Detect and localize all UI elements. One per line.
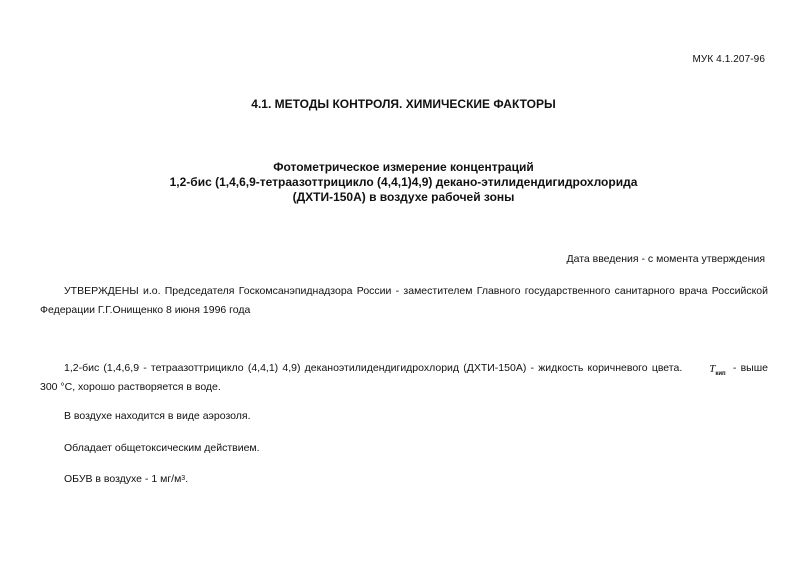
aerosol-paragraph: В воздухе находится в виде аэрозоля. [64,410,251,422]
document-title [0,160,807,205]
boiling-point-letter: T [709,363,716,375]
obuv-end: . [185,473,189,485]
title-line-1: Фотометрическое измерение концентраций [273,160,534,174]
approval-text: и.о. Председателя Госкомсанэпиднадзора России - заместителем Главного государственного санитарного врача Российской Федерации Г.Г.Онищенко 8 июня 1996 года [40,285,768,316]
section-title: 4.1. МЕТОДЫ КОНТРОЛЯ. ХИМИЧЕСКИЕ ФАКТОРЫ [251,97,556,111]
document-code: МУК 4.1.207-96 [692,54,765,65]
title-line-2: 1,2-бис (1,4,6,9-тетраазоттрицикло (4,4,1)4,9) декано-этилидендигидрохлорида [169,175,638,189]
boiling-point-symbol [685,364,725,376]
toxicity-paragraph: Обладает общетоксическим действием. [64,442,260,454]
obuv-unit-superscript: 3 [181,475,186,482]
introduction-date: Дата введения - с момента утверждения [566,253,765,265]
approval-label: УТВЕРЖДЕНЫ [64,285,139,297]
title-line-3: (ДХТИ-150А) в воздухе рабочей зоны [292,190,515,204]
obuv-paragraph [40,470,768,489]
description-text-end: - выше 300 °С, хорошо растворяется в воде. [40,362,768,393]
description-text: 1,2-бис (1,4,6,9 - тетраазоттрицикло (4,4,1) 4,9) деканоэтилидендигидрохлорид (ДХТИ-150А) - жидкость коричневого цвета. [64,362,683,374]
boiling-point-subscript: кип [715,371,726,377]
description-paragraph [40,359,768,397]
obuv-text: ОБУВ в воздухе - 1 мг/м [64,473,182,485]
approval-paragraph [40,282,768,320]
